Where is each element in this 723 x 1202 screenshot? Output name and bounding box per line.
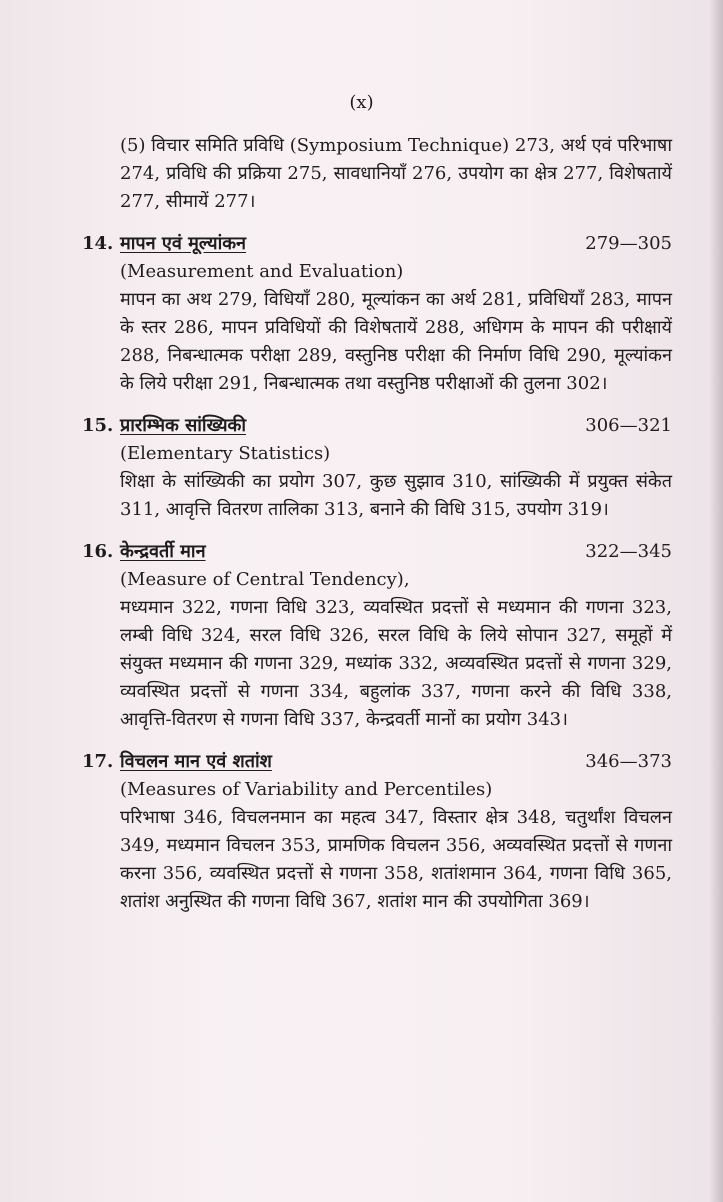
- toc-entry-16: [82, 538, 672, 734]
- entry-heading: [82, 412, 672, 440]
- toc-entry-15: [82, 412, 672, 524]
- toc-entry-14: [82, 230, 672, 398]
- entry-number: 15.: [82, 415, 114, 436]
- entry-english-title: (Measures of Variability and Percentiles): [120, 779, 493, 800]
- entry-title: विचलन मान एवं शतांश: [120, 751, 272, 772]
- toc-entry-17: [82, 748, 672, 916]
- entry-number: 17.: [82, 751, 114, 772]
- entry-body: परिभाषा 346, विचलनमान का महत्व 347, विस्तार क्षेत्र 348, चतुर्थांश विचलन 349, मध्यमान विचलन 353, प्रामणिक विचलन 356, अव्यवस्थित प्रदत्तों से गणना करना 356, व्यवस्थित प्रदत्तों से गणना 358, शतांशमान 364, गणना विधि 365, शतांश अनुस्थित की गणना विधि 367, शतांश मान की उपयोगिता 369।: [120, 807, 672, 912]
- entry-english-title: (Measure of Central Tendency),: [120, 569, 410, 590]
- entry-number: 16.: [82, 541, 114, 562]
- entry-page-range: 322—345: [585, 541, 672, 562]
- entry-title: मापन एवं मूल्यांकन: [120, 233, 247, 254]
- page-number: (x): [349, 92, 374, 113]
- entry-page-range: 279—305: [585, 233, 672, 254]
- entry-heading: [82, 748, 672, 776]
- entry-title: प्रारम्भिक सांख्यिकी: [120, 415, 247, 436]
- entry-heading: [82, 538, 672, 566]
- entry-english-title: (Elementary Statistics): [120, 443, 331, 464]
- entry-heading: [82, 230, 672, 258]
- entry-english-title: (Measurement and Evaluation): [120, 261, 404, 282]
- entry-page-range: 306—321: [585, 415, 672, 436]
- entry-body: मध्यमान 322, गणना विधि 323, व्यवस्थित प्रदत्तों से मध्यमान की गणना 323, लम्बी विधि 324, सरल विधि 326, सरल विधि के लिये सोपान 327, समूहों में संयुक्त मध्यमान की गणना 329, मध्यांक 332, अव्यवस्थित प्रदत्तों से गणना 329, व्यवस्थित प्रदत्तों से गणना 334, बहुलांक 337, गणना करने की विधि 338, आवृत्ति-वितरण से गणना विधि 337, केन्द्रवर्ती मानों का प्रयोग 343।: [120, 597, 672, 730]
- entry-page-range: 346—373: [585, 751, 672, 772]
- toc-content: [82, 132, 672, 916]
- intro-paragraph: (5) विचार समिति प्रविधि (Symposium Technique) 273, अर्थ एवं परिभाषा 274, प्रविधि की प्रक्रिया 275, सावधानियाँ 276, उपयोग का क्षेत्र 277, विशेषतायें 277, सीमायें 277।: [120, 135, 672, 212]
- page-spine-shadow: [709, 0, 723, 1202]
- entry-body: शिक्षा के सांख्यिकी का प्रयोग 307, कुछ सुझाव 310, सांख्यिकी में प्रयुक्त संकेत 311, आवृत्ति वितरण तालिका 313, बनाने की विधि 315, उपयोग 319।: [120, 471, 672, 520]
- entry-body: मापन का अथ 279, विधियाँ 280, मूल्यांकन का अर्थ 281, प्रविधियाँ 283, मापन के स्तर 286, मापन प्रविधियों की विशेषतायें 288, अधिगम के मापन की परीक्षायें 288, निबन्धात्मक परीक्षा 289, वस्तुनिष्ठ परीक्षा की निर्माण विधि 290, मूल्यांकन के लिये परीक्षा 291, निबन्धात्मक तथा वस्तुनिष्ठ परीक्षाओं की तुलना 302।: [120, 289, 672, 394]
- entry-number: 14.: [82, 233, 114, 254]
- entry-title: केन्द्रवर्ती मान: [120, 541, 206, 562]
